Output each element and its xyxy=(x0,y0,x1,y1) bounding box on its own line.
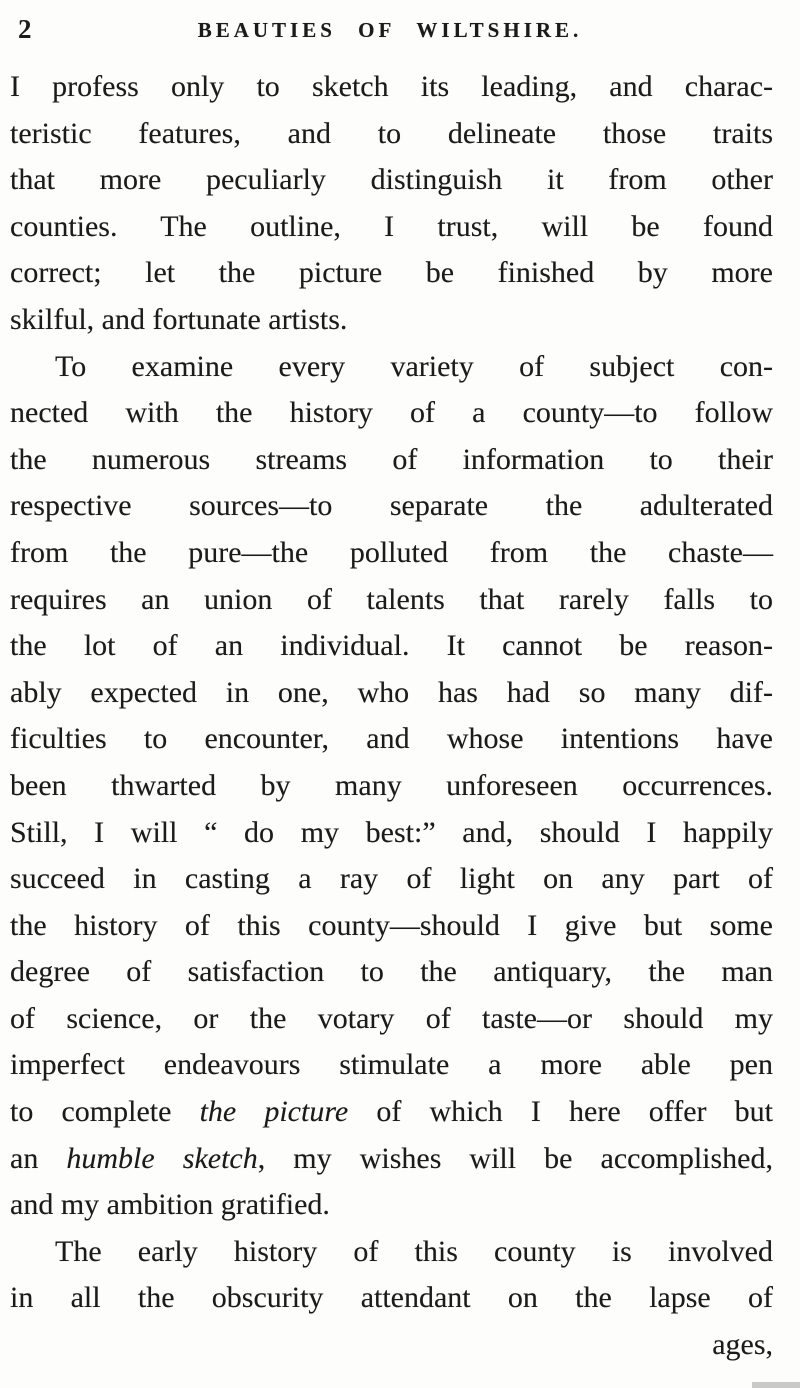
text-segment: To examine every variety of subject con- xyxy=(55,349,773,383)
text-segment: an xyxy=(10,1141,67,1175)
text-line xyxy=(10,204,773,251)
text-line xyxy=(10,344,773,391)
text-segment: in all the obscurity attendant on the lapse of xyxy=(10,1281,773,1315)
text-segment: ably expected in one, who has had so many dif- xyxy=(10,675,773,709)
text-line xyxy=(10,1275,773,1322)
text-segment: skilful, and fortunate artists. xyxy=(10,302,348,336)
text-segment: I profess only to sketch its leading, and charac- xyxy=(10,70,773,103)
text-line xyxy=(10,111,773,158)
text-segment: of science, or the votary of taste—or should my xyxy=(10,1001,773,1035)
text-segment: Still, I will “ do my best:” and, should I happily xyxy=(10,815,773,849)
text-segment: respective sources—to separate the adulterated xyxy=(10,489,773,523)
text-line xyxy=(10,716,773,763)
text-line xyxy=(10,1136,773,1183)
text-segment: the lot of an individual. It cannot be reason- xyxy=(10,629,773,663)
text-line xyxy=(10,856,773,903)
italic-text-segment: the picture xyxy=(199,1095,349,1129)
text-segment: imperfect endeavours stimulate a more able pen xyxy=(10,1048,773,1082)
text-line xyxy=(10,577,773,624)
text-line xyxy=(10,1182,773,1229)
text-line xyxy=(10,949,773,996)
text-segment: the history of this county—should I give but some xyxy=(10,908,773,942)
catchword: ages, xyxy=(712,1328,773,1362)
text-line xyxy=(10,1229,773,1276)
text-segment: and my ambition gratified. xyxy=(10,1188,330,1222)
italic-text-segment: humble sketch xyxy=(66,1141,258,1175)
text-line xyxy=(10,530,773,577)
text-segment: teristic features, and to delineate those traits xyxy=(10,116,773,150)
text-segment: , my wishes will be accomplished, xyxy=(257,1141,773,1175)
text-line xyxy=(10,763,773,810)
text-segment: been thwarted by many unforeseen occurrences. xyxy=(10,768,773,802)
text-segment: correct; let the picture be finished by more xyxy=(10,256,773,290)
text-line xyxy=(10,250,773,297)
text-segment: the numerous streams of information to their xyxy=(10,442,773,476)
text-segment: ficulties to encounter, and whose intentions have xyxy=(10,722,773,756)
text-segment: to complete xyxy=(10,1095,200,1129)
page-title: BEAUTIES OF WILTSHIRE. xyxy=(197,18,583,42)
running-header xyxy=(0,12,780,52)
text-segment: succeed in casting a ray of light on any part of xyxy=(10,862,773,896)
text-line xyxy=(10,996,773,1043)
text-segment: counties. The outline, I trust, will be found xyxy=(10,209,773,243)
text-segment: degree of satisfaction to the antiquary, the man xyxy=(10,955,773,989)
text-segment: nected with the history of a county—to follow xyxy=(10,396,773,430)
text-line xyxy=(10,297,773,344)
text-segment: requires an union of talents that rarely falls to xyxy=(10,582,773,616)
text-line xyxy=(10,670,773,717)
text-segment: from the pure—the polluted from the chaste— xyxy=(10,535,773,569)
text-line xyxy=(10,1042,773,1089)
page-number: 2 xyxy=(18,14,32,44)
text-segment: of which I here offer but xyxy=(348,1095,774,1129)
text-line xyxy=(10,157,773,204)
text-segment: that more peculiarly distinguish it from other xyxy=(10,163,773,197)
text-line xyxy=(10,64,773,111)
text-line xyxy=(10,437,773,484)
text-line xyxy=(10,810,773,857)
text-line xyxy=(10,903,773,950)
text-line xyxy=(10,390,773,437)
scan-edge-mark xyxy=(752,1382,800,1388)
text-line xyxy=(10,623,773,670)
text-line xyxy=(10,1089,773,1136)
text-segment: The early history of this county is involved xyxy=(55,1234,773,1268)
page-body xyxy=(10,64,773,1369)
text-line xyxy=(10,483,773,530)
